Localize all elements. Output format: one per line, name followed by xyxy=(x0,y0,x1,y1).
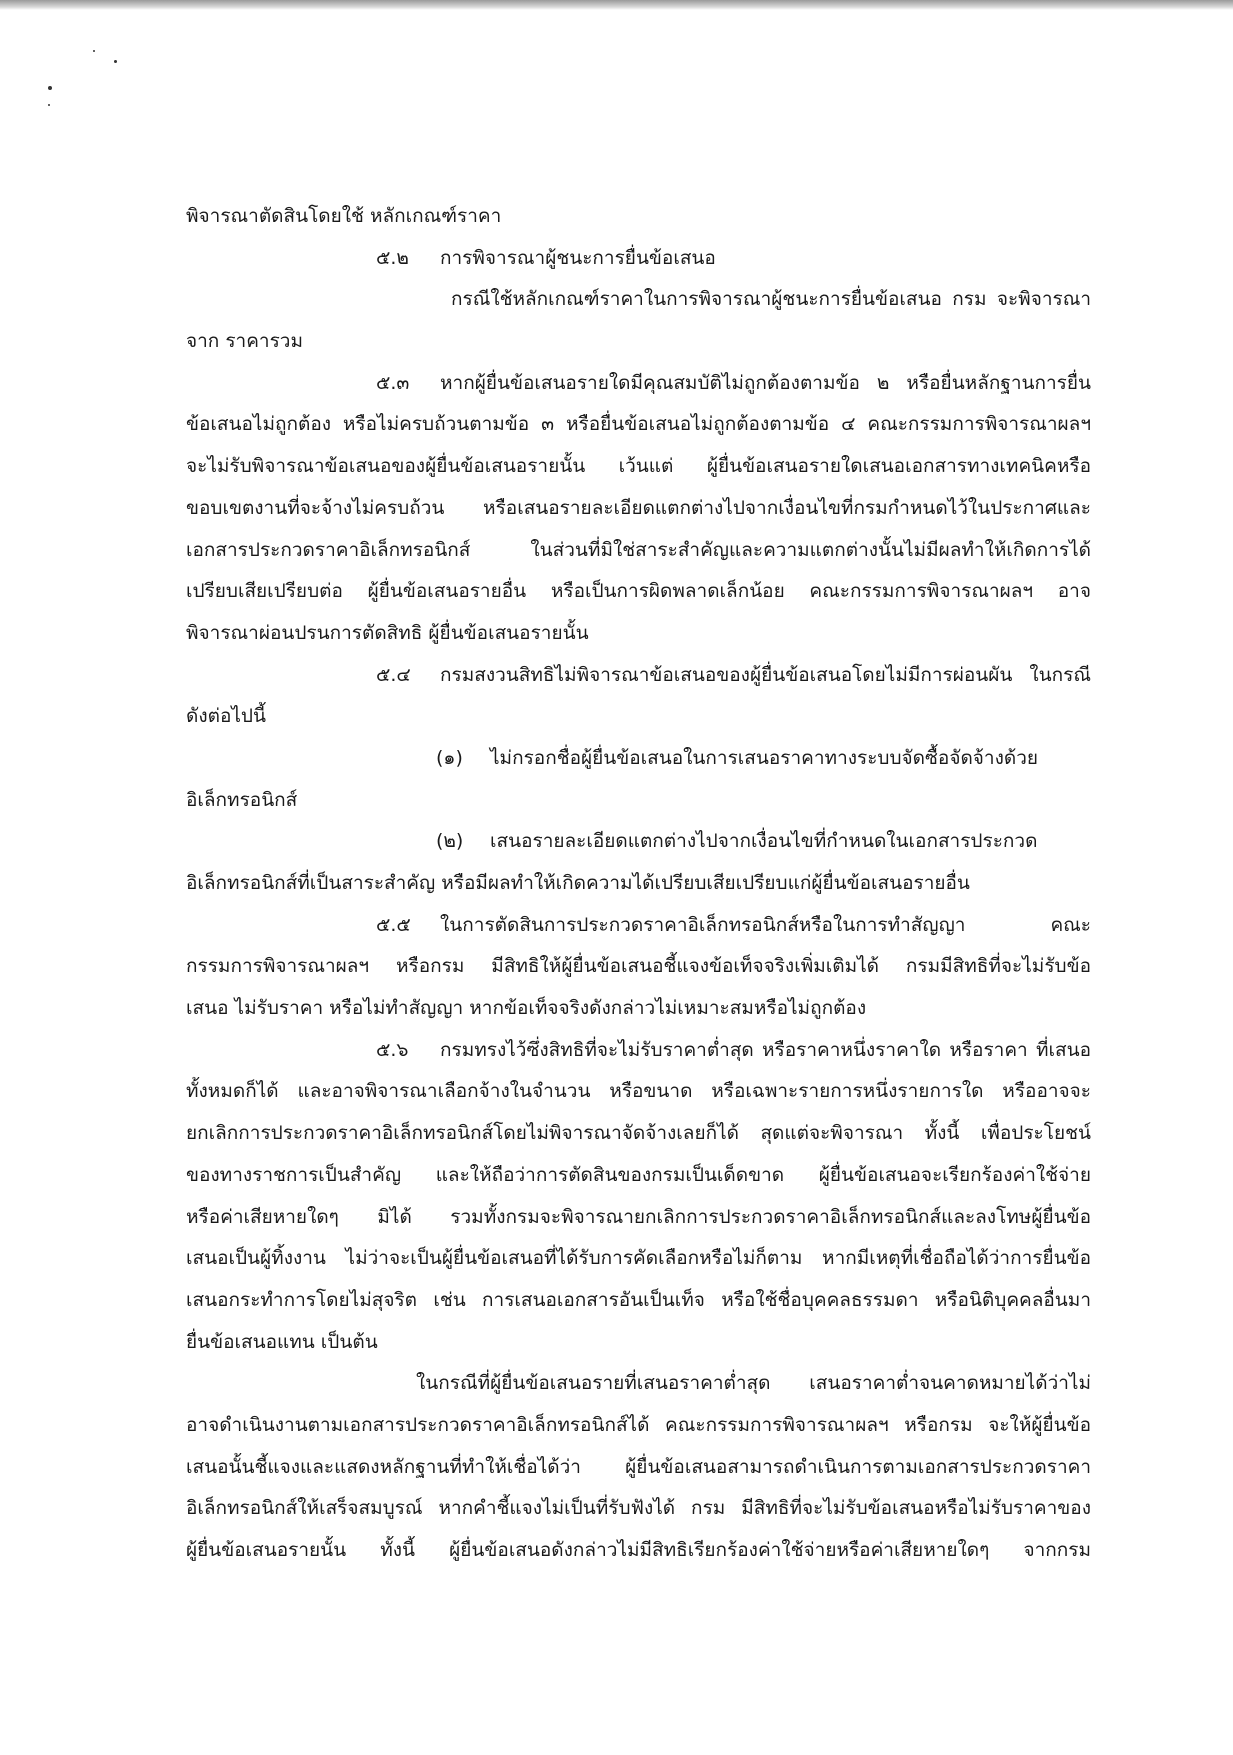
line-text: ในกรณีที่ผู้ยื่นข้อเสนอรายที่เสนอราคาต่ำสุด เสนอราคาต่ำจนคาดหมายได้ว่าไม่ xyxy=(416,1372,1091,1395)
text-line xyxy=(186,696,1091,738)
line-text: กรมทรงไว้ซึ่งสิทธิที่จะไม่รับราคาต่ำสุด หรือราคาหนึ่งราคาใด หรือราคา ที่เสนอ xyxy=(440,1038,1091,1061)
text-line xyxy=(186,780,1091,822)
line-text: หรือค่าเสียหายใดๆ มิได้ รวมทั้งกรมจะพิจารณายกเลิกการประกวดราคาอิเล็กทรอนิกส์และลงโทษผู้ยื่นข้อ xyxy=(186,1205,1091,1228)
line-text: จาก ราคารวม xyxy=(186,330,303,353)
line-text: อิเล็กทรอนิกส์ที่เป็นสาระสำคัญ หรือมีผลทำให้เกิดความได้เปรียบเสียเปรียบแก่ผู้ยื่นข้อเสนอรายอื่น xyxy=(186,872,970,894)
line-text: เปรียบเสียเปรียบต่อ ผู้ยื่นข้อเสนอรายอื่น หรือเป็นการผิดพลาดเล็กน้อย คณะกรรมการพิจารณาผลฯ อาจ xyxy=(186,580,1091,603)
text-line xyxy=(186,738,1091,780)
section-number: (๑) xyxy=(436,746,463,769)
section-number: (๒) xyxy=(436,830,464,853)
line-text: เสนอนั้นชี้แจงและแสดงหลักฐานที่ทำให้เชื่อได้ว่า ผู้ยื่นข้อเสนอสามารถดำเนินการตามเอกสารประกวดราคา xyxy=(186,1455,1091,1478)
line-text: ยกเลิกการประกวดราคาอิเล็กทรอนิกส์โดยไม่พิจารณาจัดจ้างเลยก็ได้ สุดแต่จะพิจารณา ทั้งนี้ เพื่อประโยชน์ xyxy=(186,1122,1091,1145)
text-line xyxy=(186,1447,1091,1489)
section-number: ๕.๖ xyxy=(376,1038,409,1061)
text-line xyxy=(186,1113,1091,1155)
line-text: เสนอเป็นผู้ทิ้งงาน ไม่ว่าจะเป็นผู้ยื่นข้อเสนอที่ได้รับการคัดเลือกหรือไม่ก็ตาม หากมีเหตุที่เชื่อถือได้ว่าการยื่นข้อ xyxy=(186,1247,1091,1270)
line-text: พิจารณาผ่อนปรนการตัดสิทธิ ผู้ยื่นข้อเสนอรายนั้น xyxy=(186,621,589,644)
line-text: กรมสงวนสิทธิไม่พิจารณาข้อเสนอของผู้ยื่นข้อเสนอโดยไม่มีการผ่อนผัน ในกรณี xyxy=(440,663,1091,686)
line-text: ในการตัดสินการประกวดราคาอิเล็กทรอนิกส์หรือในการทำสัญญา คณะ xyxy=(440,913,1091,936)
section-number: ๕.๔ xyxy=(376,663,411,686)
text-line xyxy=(186,488,1091,530)
line-text: หากผู้ยื่นข้อเสนอรายใดมีคุณสมบัติไม่ถูกต้องตามข้อ ๒ หรือยื่นหลักฐานการยื่น xyxy=(440,371,1091,394)
scan-speck xyxy=(114,60,117,63)
line-text: เสนอกระทำการโดยไม่สุจริต เช่น การเสนอเอกสารอันเป็นเท็จ หรือใช้ชื่อบุคคลธรรมดา หรือนิติบุคคลอื่นมา xyxy=(186,1288,1091,1311)
line-text: เอกสารประกวดราคาอิเล็กทรอนิกส์ ในส่วนที่มิใช่สาระสำคัญและความแตกต่างนั้นไม่มีผลทำให้เกิดการได้ xyxy=(186,538,1091,561)
scan-speck xyxy=(93,50,95,52)
scan-speck xyxy=(48,86,52,90)
text-line xyxy=(186,1322,1091,1364)
line-text: ข้อเสนอไม่ถูกต้อง หรือไม่ครบถ้วนตามข้อ ๓ หรือยื่นข้อเสนอไม่ถูกต้องตามข้อ ๔ คณะกรรมการพิจารณาผลฯ xyxy=(186,413,1091,436)
text-line xyxy=(186,1071,1091,1113)
text-line xyxy=(186,1238,1091,1280)
line-text: ผู้ยื่นข้อเสนอรายนั้น ทั้งนี้ ผู้ยื่นข้อเสนอดังกล่าวไม่มีสิทธิเรียกร้องค่าใช้จ่ายหรือค่าเสียหายใดๆ จากกรม xyxy=(186,1539,1091,1561)
document-body xyxy=(186,196,1091,1572)
line-text: ดังต่อไปนี้ xyxy=(186,705,266,728)
text-line xyxy=(186,1363,1091,1405)
line-text: จะไม่รับพิจารณาข้อเสนอของผู้ยื่นข้อเสนอรายนั้น เว้นแต่ ผู้ยื่นข้อเสนอรายใดเสนอเอกสารทางเทคนิคหรือ xyxy=(186,455,1091,478)
line-text: ขอบเขตงานที่จะจ้างไม่ครบถ้วน หรือเสนอรายละเอียดแตกต่างไปจากเงื่อนไขที่กรมกำหนดไว้ในประกาศและ xyxy=(186,496,1091,519)
line-text: ยื่นข้อเสนอแทน เป็นต้น xyxy=(186,1330,378,1353)
line-text: กรรมการพิจารณาผลฯ หรือกรม มีสิทธิให้ผู้ยื่นข้อเสนอชี้แจงข้อเท็จจริงเพิ่มเติมได้ กรมมีสิทธิที่จะไม่รับข้อ xyxy=(186,955,1091,978)
line-text: ทั้งหมดก็ได้ และอาจพิจารณาเลือกจ้างในจำนวน หรือขนาด หรือเฉพาะรายการหนึ่งรายการใด หรืออาจจะ xyxy=(186,1080,1091,1103)
text-line xyxy=(186,530,1091,572)
scan-speck xyxy=(48,104,50,106)
text-line xyxy=(186,238,1091,280)
section-number: ๕.๓ xyxy=(376,371,410,394)
line-text: ของทางราชการเป็นสำคัญ และให้ถือว่าการตัดสินของกรมเป็นเด็ดขาด ผู้ยื่นข้อเสนอจะเรียกร้องค่าใช้จ่าย xyxy=(186,1163,1091,1186)
line-text: อิเล็กทรอนิกส์ให้เสร็จสมบูรณ์ หากคำชี้แจงไม่เป็นที่รับฟังได้ กรม มีสิทธิที่จะไม่รับข้อเสนอหรือไม่รับราคาของ xyxy=(186,1497,1091,1520)
text-line xyxy=(186,321,1091,363)
scan-top-edge xyxy=(0,0,1233,10)
section-number: ๕.๒ xyxy=(376,246,409,269)
text-line xyxy=(186,1488,1091,1530)
text-line xyxy=(186,1405,1091,1447)
text-line xyxy=(186,363,1091,405)
line-text: เสนอรายละเอียดแตกต่างไปจากเงื่อนไขที่กำหนดในเอกสารประกวด xyxy=(490,830,1038,853)
text-line xyxy=(186,655,1091,697)
text-line xyxy=(186,863,1091,905)
line-text: อิเล็กทรอนิกส์ xyxy=(186,788,298,811)
line-text: กรณีใช้หลักเกณฑ์ราคาในการพิจารณาผู้ชนะการยื่นข้อเสนอ กรม จะพิจารณา xyxy=(451,288,1091,311)
line-text: เสนอ ไม่รับราคา หรือไม่ทำสัญญา หากข้อเท็จจริงดังกล่าวไม่เหมาะสมหรือไม่ถูกต้อง xyxy=(186,997,867,1020)
text-line xyxy=(186,821,1091,863)
text-line xyxy=(186,1280,1091,1322)
line-text: พิจารณาตัดสินโดยใช้ หลักเกณฑ์ราคา xyxy=(186,205,502,227)
line-text: การพิจารณาผู้ชนะการยื่นข้อเสนอ xyxy=(440,246,716,269)
text-line xyxy=(186,1030,1091,1072)
text-line xyxy=(186,613,1091,655)
text-line xyxy=(186,1155,1091,1197)
text-line xyxy=(186,946,1091,988)
text-line xyxy=(186,905,1091,947)
text-line xyxy=(186,196,1091,238)
text-line xyxy=(186,988,1091,1030)
text-line xyxy=(186,279,1091,321)
text-line xyxy=(186,571,1091,613)
text-line xyxy=(186,1197,1091,1239)
text-line xyxy=(186,1530,1091,1572)
text-line xyxy=(186,446,1091,488)
line-text: ไม่กรอกชื่อผู้ยื่นข้อเสนอในการเสนอราคาทางระบบจัดซื้อจัดจ้างด้วย xyxy=(490,746,1039,769)
section-number: ๕.๕ xyxy=(376,913,411,936)
line-text: อาจดำเนินงานตามเอกสารประกวดราคาอิเล็กทรอนิกส์ได้ คณะกรรมการพิจารณาผลฯ หรือกรม จะให้ผู้ยื่นข้อ xyxy=(186,1413,1091,1436)
text-line xyxy=(186,404,1091,446)
